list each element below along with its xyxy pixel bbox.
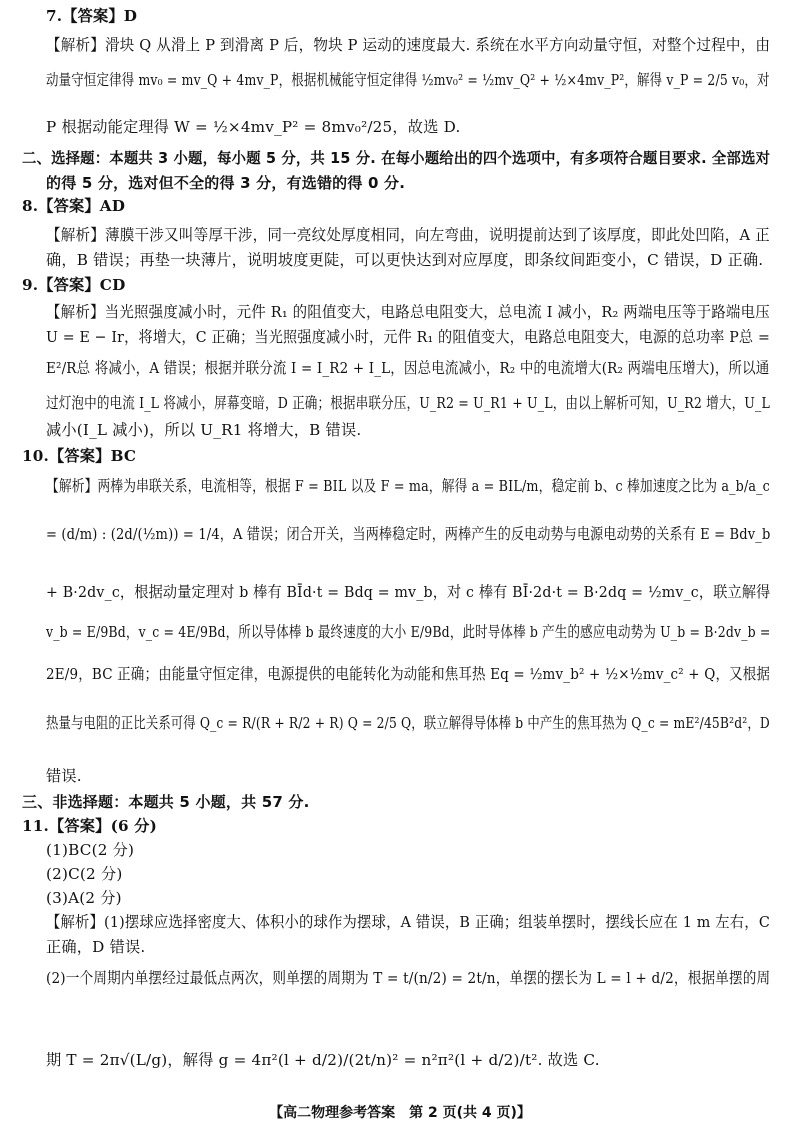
text-line: 【解析】薄膜干涉又叫等厚干涉，同一亮纹处厚度相同，向左弯曲，说明提前达到了该厚度，即此处凹陷，A 正 [46,226,770,244]
text-line: 热量与电阻的正比关系可得 Q_c = R/(R + R/2 + R) Q = 2/5 Q，联立解得导体棒 b 中产生的焦耳热为 Q_c = mE²/45B²d²，D [46,714,770,732]
text-line: 确，B 错误；再垫一块薄片，说明坡度更陡，可以更快达到对应厚度，即条纹间距变小，C 错误，D 正确. [46,251,764,269]
text-line: (3)A(2 分) [46,889,122,907]
text-line: 正确，D 错误. [46,938,146,956]
text-line: 2E/9，BC 正确；由能量守恒定律，电源提供的电能转化为动能和焦耳热 Eq = ½mv_b² + ½×½mv_c² + Q，又根据 [46,665,771,683]
text-line: 的得 5 分，选对但不全的得 3 分，有选错的得 0 分. [46,174,406,192]
text-line: U = E − Ir，将增大，C 正确；当光照强度减小时，元件 R₁ 的阻值变大，电路总电阻变大，电源的总功率 P总 = [46,328,770,346]
text-line: (1)BC(2 分) [46,841,135,859]
text-line: 【解析】(1)摆球应选择密度大、体积小的球作为摆球，A 错误，B 正确；组装单摆时，摆线长应在 1 m 左右，C [46,913,770,931]
text-line: 二、选择题：本题共 3 小题，每小题 5 分，共 15 分. 在每小题给出的四个选项中，有多项符合题目要求. 全部选对 [22,149,771,167]
text-line: 11.【答案】(6 分) [22,817,157,835]
text-line: 【解析】当光照强度减小时，元件 R₁ 的阻值变大，电路总电阻变大，总电流 I 减小，R₂ 两端电压等于路端电压 [46,303,770,321]
text-line: 8.【答案】AD [22,197,126,215]
text-line: 过灯泡中的电流 I_L 将减小，屏幕变暗，D 正确；根据串联分压，U_R2 = U_R1 + U_L，由以上解析可知，U_R2 增大，U_L [46,394,770,412]
text-line: 期 T = 2π√(L/g)，解得 g = 4π²(l + d/2)/(2t/n)² = n²π²(l + d/2)/t². 故选 C. [46,1051,600,1069]
text-line: (2)C(2 分) [46,865,123,883]
text-line: = (d/m) : (2d/(½m)) = 1/4，A 错误；闭合开关，当两棒稳定时，两棒产生的反电动势与电源电动势的关系有 E = Bdv_b [46,525,771,543]
text-line: 9.【答案】CD [22,276,126,294]
text-line: 【解析】两棒为串联关系，电流相等，根据 F = BIL 以及 F = ma，解得 a = BIL/m，稳定前 b、c 棒加速度之比为 a_b/a_c [46,477,770,495]
text-line: 动量守恒定律得 mv₀ = mv_Q + 4mv_P，根据机械能守恒定律得 ½mv₀² = ½mv_Q² + ½×4mv_P²，解得 v_P = 2/5 v₀，对 [46,71,770,89]
text-line: E²/R总 将减小，A 错误；根据并联分流 I = I_R2 + I_L，因总电流减小，R₂ 中的电流增大(R₂ 两端电压增大)，所以通 [46,359,770,377]
text-line: P 根据动能定理得 W = ½×4mv_P² = 8mv₀²/25，故选 D. [46,118,461,136]
text-line: 【解析】滑块 Q 从滑上 P 到滑离 P 后，物块 P 运动的速度最大. 系统在水平方向动量守恒，对整个过程中，由 [46,36,771,54]
text-line: 减小(I_L 减小)，所以 U_R1 将增大，B 错误. [46,421,362,439]
text-line: 10.【答案】BC [22,447,137,465]
page-footer: 【高二物理参考答案 第 2 页(共 4 页)】 [269,1105,531,1121]
text-line: (2)一个周期内单摆经过最低点两次，则单摆的周期为 T = t/(n/2) = 2t/n，单摆的摆长为 L = l + d/2，根据单摆的周 [46,969,771,987]
text-line: + B·2dv_c，根据动量定理对 b 棒有 BĪd·t = Bdq = mv_b，对 c 棒有 BĪ·2d·t = B·2dq = ½mv_c，联立解得 [46,583,771,601]
text-line: 错误. [46,767,82,785]
text-line: v_b = E/9Bd，v_c = 4E/9Bd，所以导体棒 b 最终速度的大小 E/9Bd，此时导体棒 b 产生的感应电动势为 U_b = B·2dv_b = [46,623,771,641]
text-line: 7.【答案】D [46,7,138,25]
text-line: 三、非选择题：本题共 5 小题，共 57 分. [22,793,310,811]
